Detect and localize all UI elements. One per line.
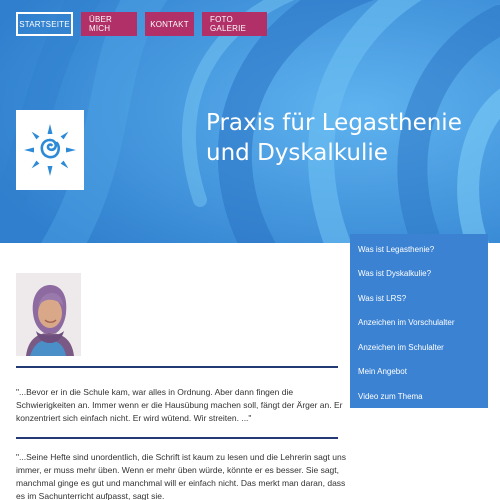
nav-ueber-mich[interactable]: ÜBER MICH	[81, 12, 137, 36]
side-item-lrs[interactable]: Was ist LRS?	[358, 293, 407, 303]
quote-text-1: "...Bevor er in die Schule kam, war alles in Ordnung. Aber dann fingen die Schwierigkeiten an. Immer wenn er die Hausübung machen soll, fängt der Ärger an. Er konzentriert sich einfach nicht. Er wird wütend. Wir streiten. ..."	[16, 387, 343, 423]
side-item-angebot[interactable]: Mein Angebot	[358, 367, 407, 377]
side-item-schulalter[interactable]: Anzeichen im Schulalter	[358, 342, 444, 352]
side-item-legasthenie[interactable]: Was ist Legasthenie?	[358, 244, 435, 254]
site-title-line-2: und Dyskalkulie	[206, 140, 388, 166]
nav-kontakt[interactable]: KONTAKT	[145, 12, 194, 36]
top-navigation	[16, 12, 267, 36]
divider-1	[16, 366, 338, 368]
site-logo[interactable]	[16, 110, 84, 190]
side-item-dyskalkulie[interactable]: Was ist Dyskalkulie?	[358, 269, 432, 279]
nav-foto-galerie[interactable]: FOTO GALERIE	[202, 12, 267, 36]
nav-startseite[interactable]: STARTSEITE	[16, 12, 73, 36]
site-title-line-1: Praxis für Legasthenie	[206, 110, 462, 136]
side-item-video[interactable]: Video zum Thema	[358, 391, 423, 401]
woman-portrait-image	[16, 273, 81, 356]
side-item-vorschulalter[interactable]: Anzeichen im Vorschulalter	[358, 318, 455, 328]
site-title	[206, 108, 496, 168]
sun-spiral-logo-icon	[22, 122, 78, 178]
side-menu	[350, 234, 488, 408]
portrait-photo	[16, 273, 81, 356]
quote-text-2: "...Seine Hefte sind unordentlich, die Schrift ist kaum zu lesen und die Lehrerin sagt uns immer, er muss mehr üben. Wenn er mehr üben würde, könnte er es besser. Sie sagt, manchmal ginge es gut und manchmal will er einfach nicht. Das merkt man daran, dass es im Sachunterricht aufpasst, sagt sie.	[16, 452, 346, 500]
hero-banner	[0, 0, 500, 243]
divider-2	[16, 437, 338, 439]
